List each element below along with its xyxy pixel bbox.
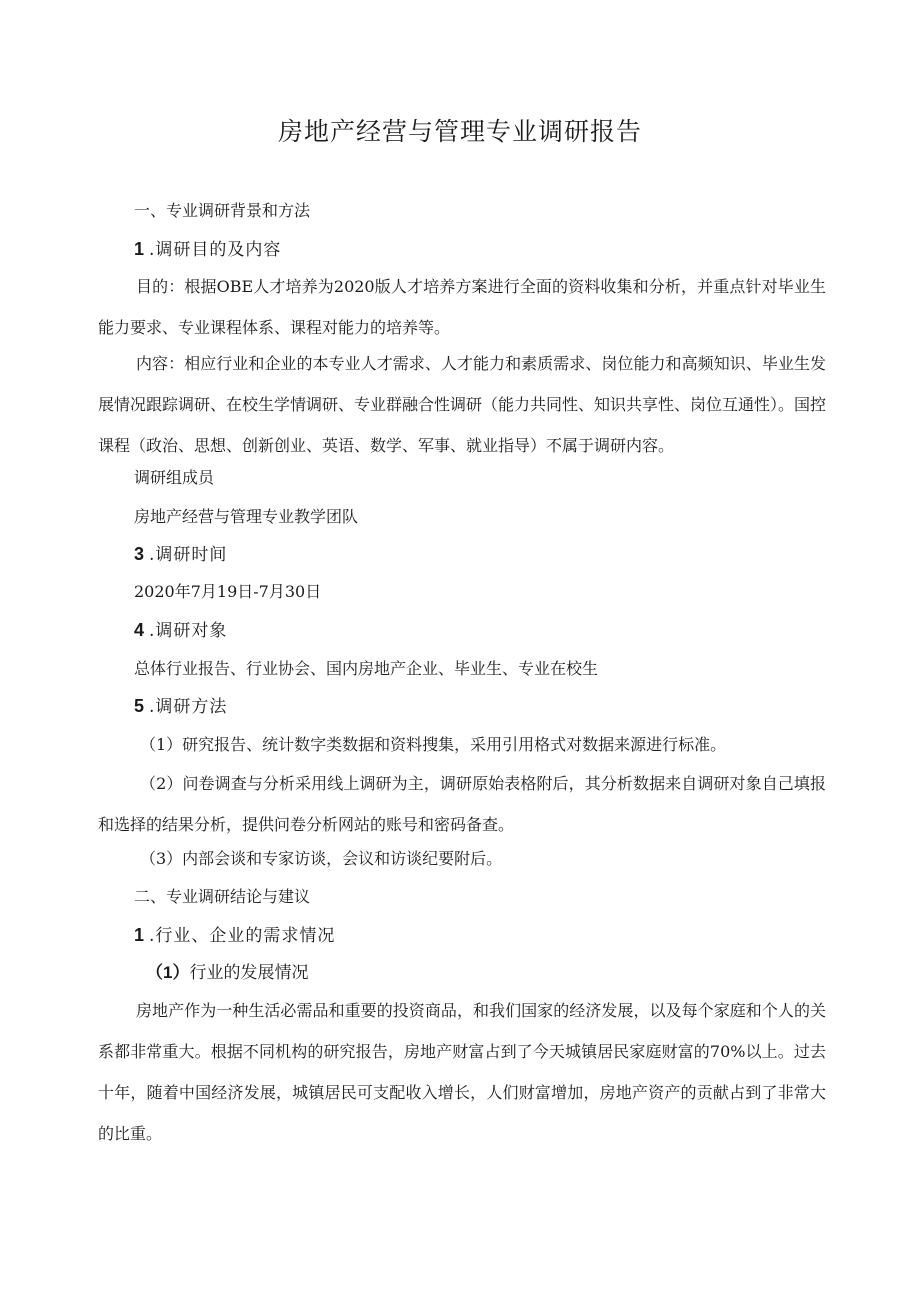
subheading-purpose: [134, 237, 281, 262]
time-value: 2020年7月19日-7月30日: [134, 582, 322, 601]
section-heading-conclusion: 二、专业调研结论与建议: [134, 887, 311, 906]
subheading-number: 5: [134, 696, 146, 716]
team-label: 调研组成员: [134, 468, 215, 487]
document-title: 房地产经营与管理专业调研报告: [277, 117, 642, 146]
method-item-1: （1）研究报告、统计数字类数据和资料搜集，采用引用格式对数据来源进行标准。: [140, 735, 727, 754]
subheading-label: .调研目的及内容: [149, 240, 282, 260]
section-heading-background: 一、专业调研背景和方法: [134, 201, 311, 220]
subheading-number: （1）: [146, 963, 190, 982]
subheading-number: 1: [134, 239, 146, 259]
industry-paragraph: 房地产作为一种生活必需品和重要的投资商品，和我们国家的经济发展，以及每个家庭和个人的关系都非常重大。根据不同机构的研究报告，房地产财富占到了今天城镇居民家庭财富的70%以上。过去十年，随着中国经济发展，城镇居民可支配收入增长，人们财富增加，房地产资产的贡献占到了非常大的比重。: [98, 1001, 826, 1143]
subheading-number: 1: [134, 925, 146, 945]
object-value: 总体行业报告、行业协会、国内房地产企业、毕业生、专业在校生: [134, 659, 599, 678]
purpose-paragraph: 目的：根据OBE人才培养为2020版人才培养方案进行全面的资料收集和分析，并重点针对毕业生能力要求、专业课程体系、课程对能力的培养等。: [98, 277, 826, 337]
content-paragraph: 内容：相应行业和企业的本专业人才需求、人才能力和素质需求、岗位能力和高频知识、毕业生发展情况跟踪调研、在校生学情调研、专业群融合性调研（能力共同性、知识共享性、岗位互通性）。国控课程（政治、思想、创新创业、英语、数学、军事、就业指导）不属于调研内容。: [98, 354, 827, 455]
subheading-number: 4: [134, 620, 146, 640]
subheading-label: .调研方法: [149, 697, 228, 717]
subheading-method: [134, 694, 227, 719]
subheading-label: .调研时间: [149, 545, 228, 565]
method-item-2: （2）问卷调查与分析采用线上调研为主，调研原始表格附后，其分析数据来自调研对象自己填报和选择的结果分析，提供问卷分析网站的账号和密码备查。: [98, 774, 826, 834]
team-value: 房地产经营与管理专业教学团队: [134, 507, 359, 526]
subheading-label: .行业、企业的需求情况: [149, 926, 336, 946]
subheading-demand: [134, 923, 335, 948]
method-item-3: （3）内部会谈和专家访谈，会议和访谈纪要附后。: [140, 849, 503, 868]
subheading-object: [134, 618, 227, 643]
subheading-industry: [146, 961, 308, 985]
subheading-number: 3: [134, 544, 146, 564]
subheading-label: .调研对象: [149, 621, 228, 641]
subheading-time: [134, 542, 227, 567]
subheading-label: 行业的发展情况: [189, 963, 309, 983]
